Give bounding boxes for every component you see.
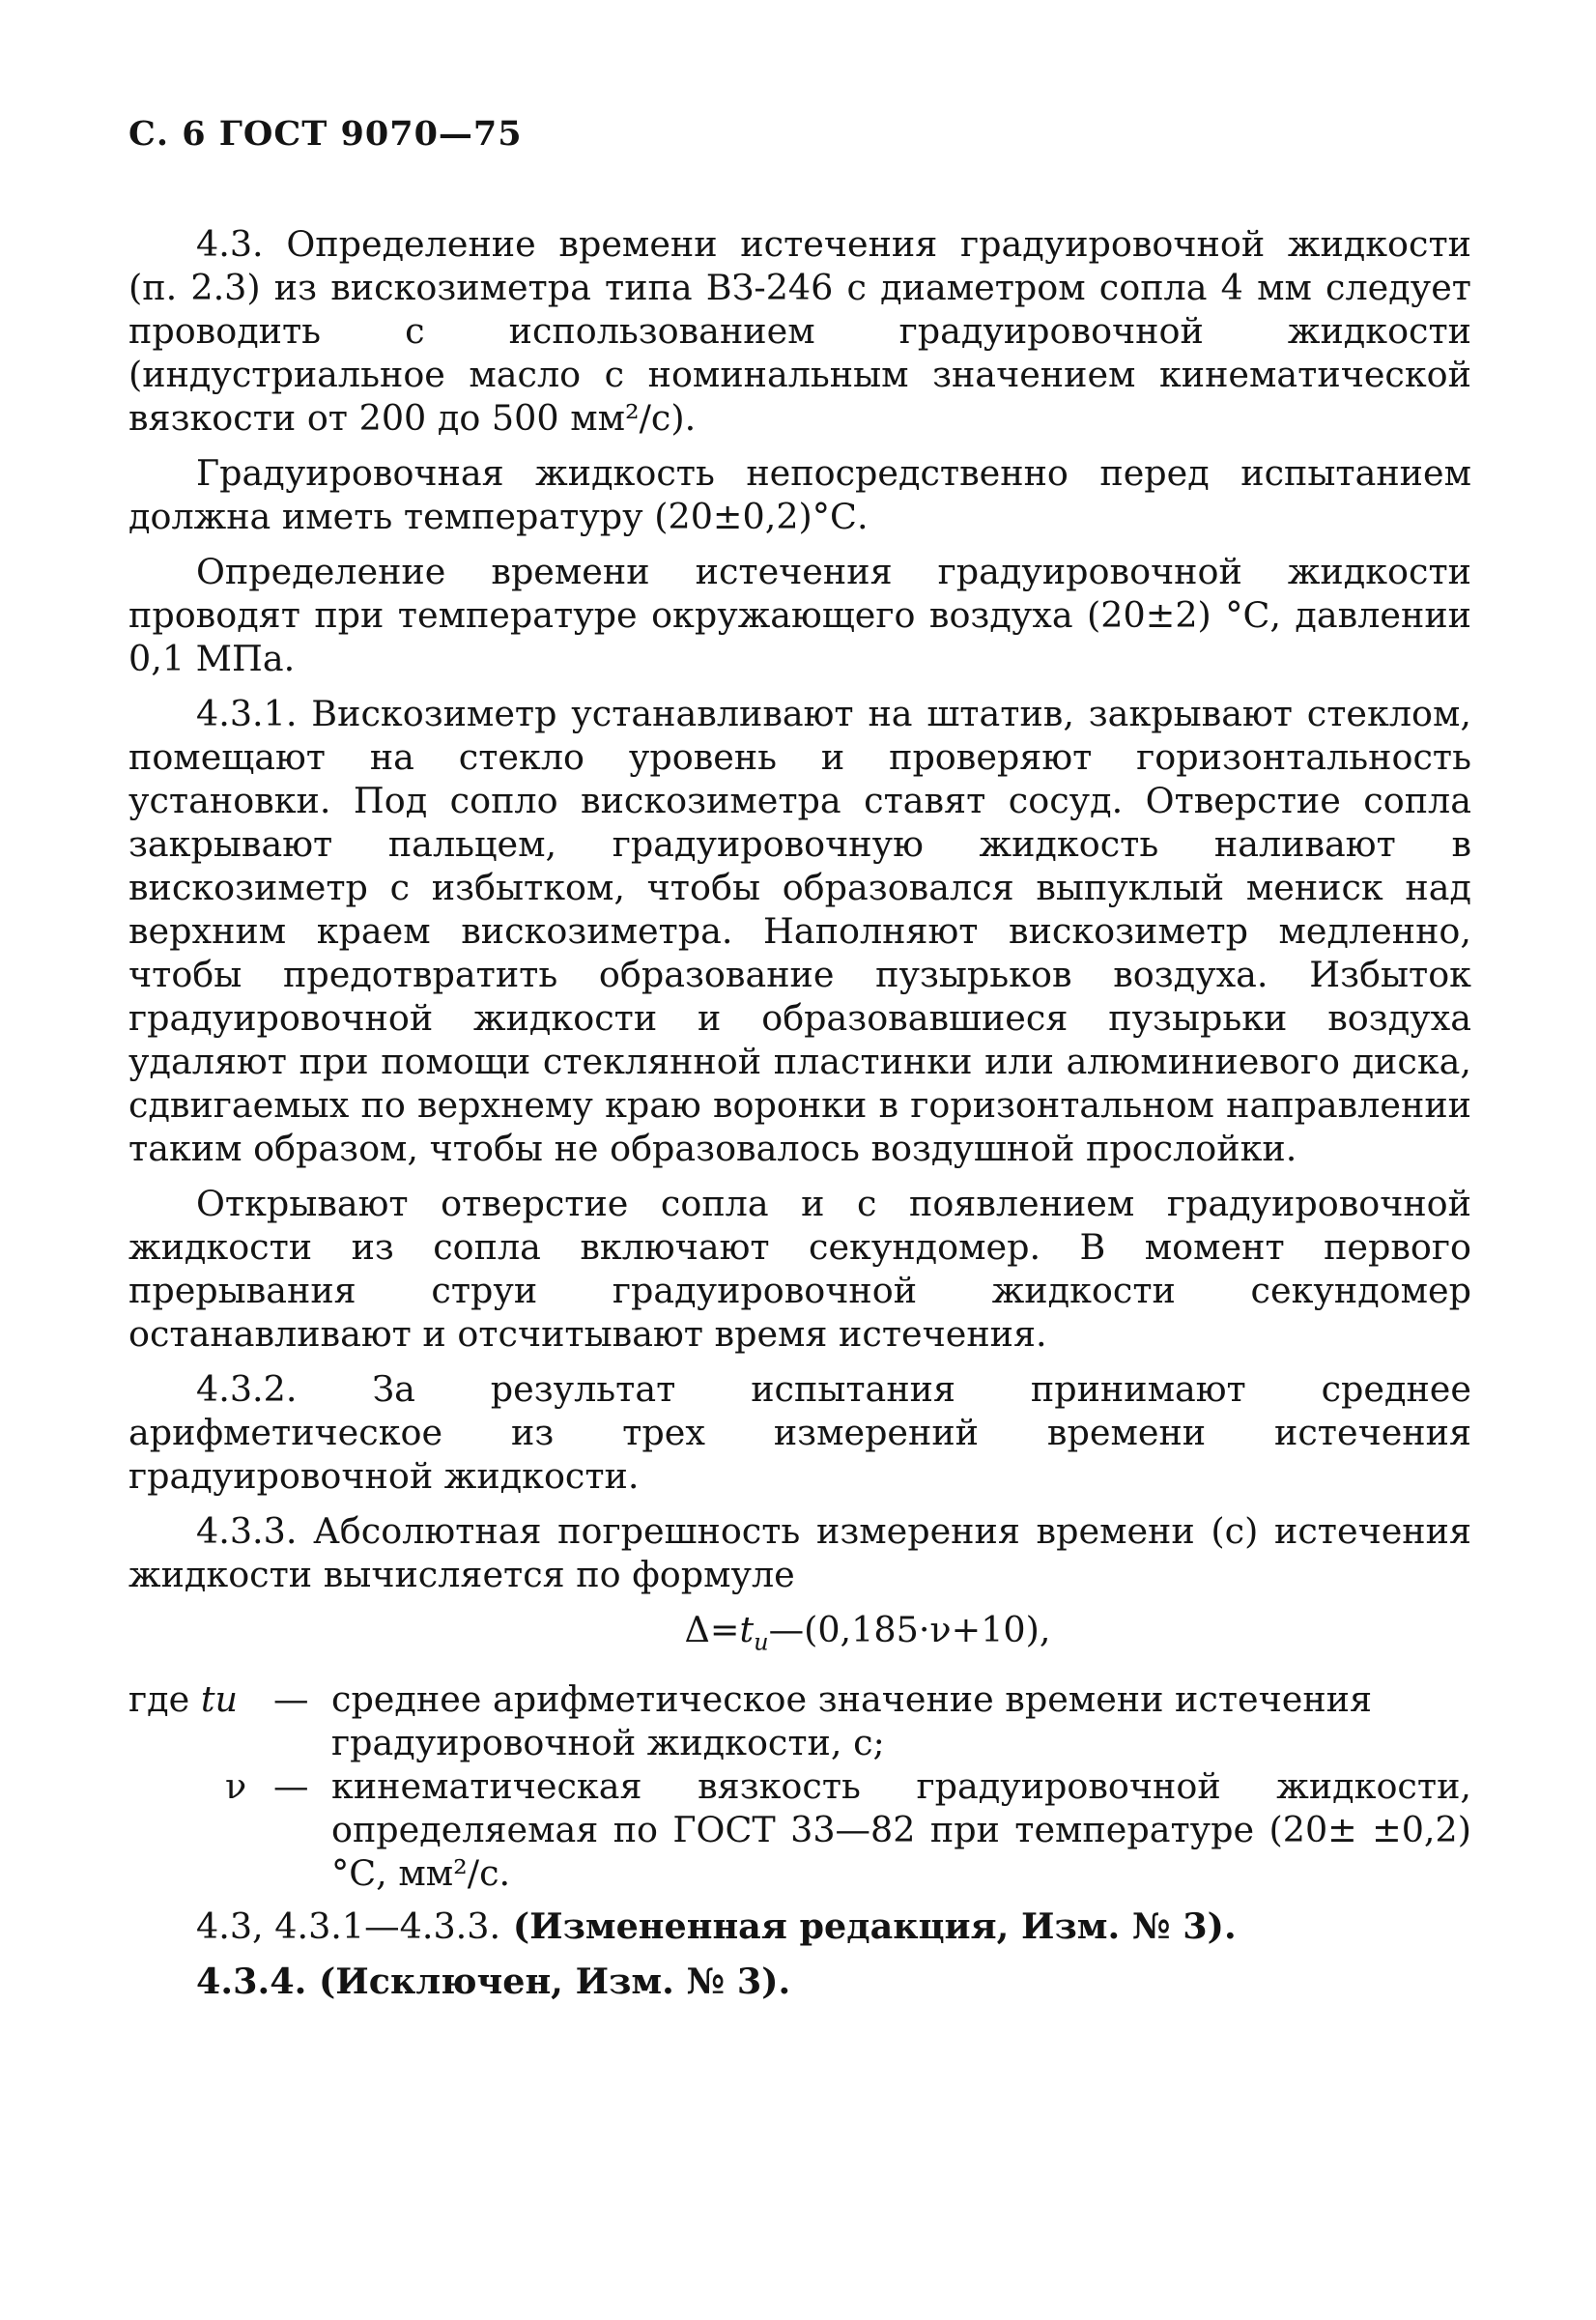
paragraph-stopwatch: Открывают отверстие сопла и с появлением градуировочной жидкости из сопла включают секундомер. В момент первого прерывания струи градуировочной жидкости секундомер останавливают и отсчитывают время истечения. (128, 1183, 1471, 1355)
definitions (128, 1677, 1471, 1895)
document-body (128, 222, 1471, 2015)
paragraph-ambient-conditions: Определение времени истечения градуировочной жидкости проводят при температуре окружающего воздуха (20±2) °С, давлении 0,1 МПа. (128, 551, 1471, 679)
formula-rhs: —(0,185·ν+10), (768, 1609, 1051, 1650)
definition-row-nu (128, 1764, 1471, 1895)
definition-symbol-cell (128, 1764, 273, 1808)
definition-dash: — (273, 1678, 309, 1721)
definition-symbol-cell (128, 1677, 273, 1721)
excluded-note-text: 4.3.4. (Исключен, Изм. № 3). (196, 1961, 791, 2003)
definition-lead: где (128, 1678, 190, 1721)
paragraph-4-3: 4.3. Определение времени истечения градуировочной жидкости (п. 2.3) из вискозиметра типа ВЗ-246 с диаметром сопла 4 мм следует проводить с использованием градуировочной жидкости (индустриальное масло с номинальным значением кинематической вязкости от 200 до 500 мм²/с). (128, 223, 1471, 439)
amendment-note-text: (Измененная редакция, Изм. № 3). (512, 1905, 1237, 1948)
formula-variable: t (739, 1609, 755, 1650)
page-header: С. 6 ГОСТ 9070—75 (128, 114, 523, 154)
excluded-note (128, 1960, 1471, 2003)
paragraph-4-3-3: 4.3.3. Абсолютная погрешность измерения времени (с) истечения жидкости вычисляется по формуле (128, 1510, 1471, 1595)
amendment-note (128, 1905, 1471, 1948)
paragraph-4-3-2: 4.3.2. За результат испытания принимают среднее арифметическое из трех измерений времени истечения градуировочной жидкости. (128, 1368, 1471, 1497)
definition-text (331, 1677, 1471, 1764)
paragraph-calibration-temp: Градуировочная жидкость непосредственно перед испытанием должна иметь температуру (20±0,2)°С. (128, 452, 1471, 537)
definition-line: градуировочной жидкости, с; (331, 1722, 885, 1764)
amendment-note-clauses: 4.3, 4.3.1—4.3.3. (196, 1905, 501, 1948)
definition-line: кинематическая вязкость градуировочной жидкости, определяемая по ГОСТ 33—82 при температуре (20± ±0,2) °С, мм²/с. (331, 1765, 1471, 1895)
definition-dash: — (273, 1765, 309, 1808)
definition-row-t (128, 1677, 1471, 1764)
formula-lhs: Δ= (684, 1609, 740, 1650)
definition-text (331, 1764, 1471, 1895)
formula (264, 1608, 1471, 1664)
definition-line: среднее арифметическое значение времени истечения (331, 1678, 1373, 1721)
paragraph-4-3-1: 4.3.1. Вискозиметр устанавливают на штатив, закрывают стеклом, помещают на стекло уровень и проверяют горизонтальность установки. Под сопло вискозиметра ставят сосуд. Отверстие сопла закрывают пальцем, градуировочную жидкость наливают в вискозиметр с избытком, чтобы образовался выпуклый мениск над верхним краем вискозиметра. Наполняют вискозиметр медленно, чтобы предотвратить образование пузырьков воздуха. Избыток градуировочной жидкости и образовавшиеся пузырьки воздуха удаляют при помощи стеклянной пластинки или алюминиевого диска, сдвигаемых по верхнему краю воронки в горизонтальном направлении таким образом, чтобы не образовалось воздушной прослойки. (128, 693, 1471, 1169)
definition-symbol: tи (200, 1678, 238, 1721)
formula-subscript: и (754, 1628, 769, 1656)
definition-symbol: ν (225, 1765, 247, 1808)
